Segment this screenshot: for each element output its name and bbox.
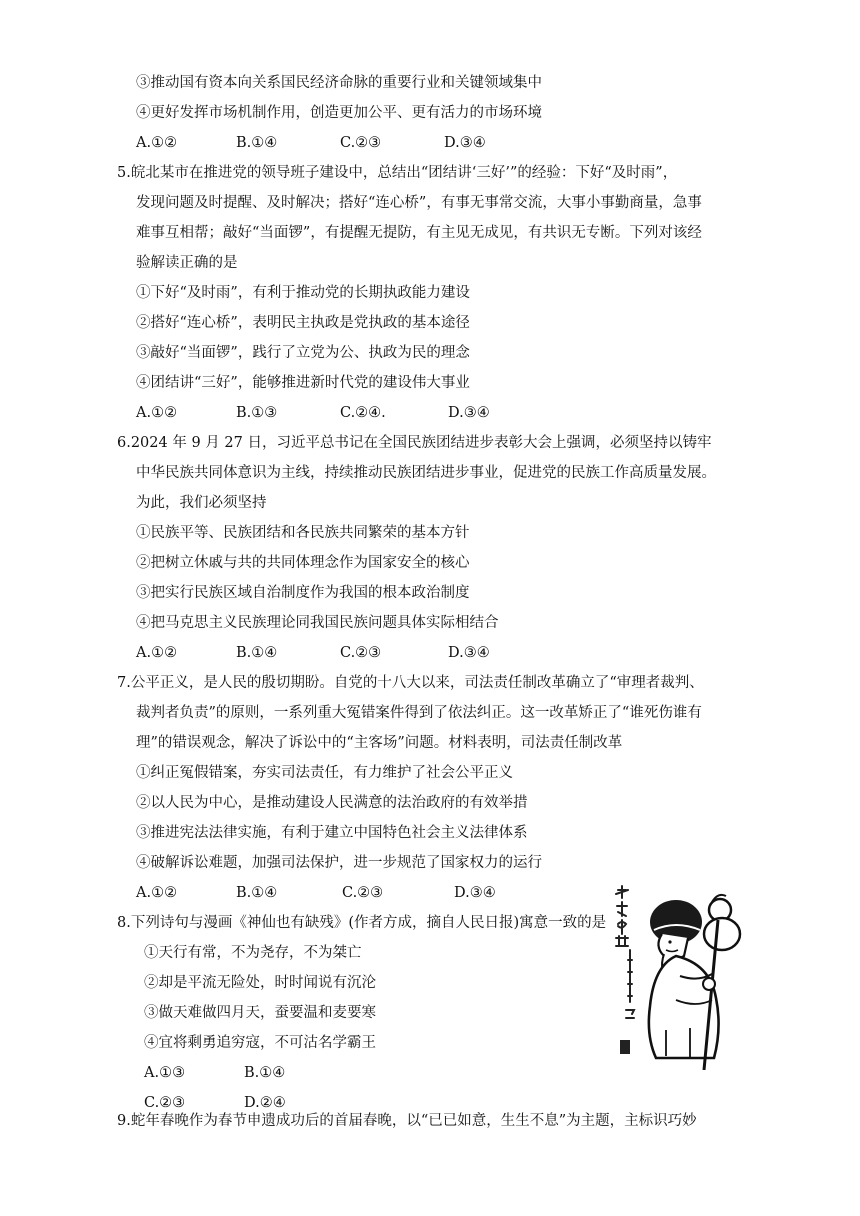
q8-option-c: C.②③ xyxy=(144,1095,186,1111)
q6-option-d: D.③④ xyxy=(448,645,490,661)
q8-item: ③做天难做四月天，蚕要温和麦要寒 xyxy=(144,1005,376,1021)
q7-option-a: A.①② xyxy=(136,885,178,901)
q8-option-b: B.①④ xyxy=(244,1065,286,1081)
q5-stem-line: 验解读正确的是 xyxy=(136,255,238,271)
q8-item: ①天行有常，不为尧存，不为桀亡 xyxy=(144,945,362,961)
q7-item: ④破解诉讼难题，加强司法保护，进一步规范了国家权力的运行 xyxy=(136,855,542,871)
q5-option-b: B.①③ xyxy=(236,405,278,421)
cartoon-seal xyxy=(620,1040,630,1054)
q7-stem-line: 理”的错误观念，解决了诉讼中的“主客场”问题。材料表明，司法责任制改革 xyxy=(136,735,623,751)
q4-options xyxy=(136,133,486,153)
q7-option-c: C.②③ xyxy=(342,885,384,901)
q6-item: ③把实行民族区域自治制度作为我国的根本政治制度 xyxy=(136,585,470,601)
q7-item: ①纠正冤假错案，夯实司法责任，有力维护了社会公平正义 xyxy=(136,765,513,781)
q8-option-a: A.①③ xyxy=(144,1065,186,1081)
q5-option-d: D.③④ xyxy=(448,405,490,421)
q5-options xyxy=(136,403,490,423)
q4-option-b: B.①④ xyxy=(236,135,278,151)
q5-item: ①下好“及时雨”，有利于推动党的长期执政能力建设 xyxy=(136,285,470,301)
q8-stem: 8.下列诗句与漫画《神仙也有缺残》(作者方成，摘自人民日报)寓意一致的是 xyxy=(117,915,607,931)
q6-stem-line: 中华民族共同体意识为主线，持续推动民族团结进步事业，促进党的民族工作高质量发展。 xyxy=(136,465,716,481)
q7-stem-line: 7.公平正义，是人民的殷切期盼。自党的十八大以来，司法责任制改革确立了“审理者裁判、 xyxy=(117,675,704,691)
q8-options-row2 xyxy=(144,1093,286,1113)
q6-stem-line: 6.2024 年 9 月 27 日，习近平总书记在全国民族团结进步表彰大会上强调，必须坚持以铸牢 xyxy=(117,435,712,451)
q6-item: ②把树立休戚与共的共同体理念作为国家安全的核心 xyxy=(136,555,470,571)
q6-item: ④把马克思主义民族理论同我国民族问题具体实际相结合 xyxy=(136,615,499,631)
q4-option-d: D.③④ xyxy=(444,135,486,151)
q8-option-d: D.②④ xyxy=(244,1095,286,1111)
q4-option-a: A.①② xyxy=(136,135,178,151)
q5-item: ③敲好“当面锣”，践行了立党为公、执政为民的理念 xyxy=(136,345,470,361)
q5-item: ②搭好“连心桥”，表明民主执政是党执政的基本途径 xyxy=(136,315,470,331)
q5-item: ④团结讲“三好”，能够推进新时代党的建设伟大事业 xyxy=(136,375,470,391)
q8-item: ④宜将剩勇追穷寇，不可沽名学霸王 xyxy=(144,1035,376,1051)
q5-option-c: C.②④. xyxy=(340,405,386,421)
cartoon-caption-strokes xyxy=(616,886,634,1018)
q4-option-c: C.②③ xyxy=(340,135,382,151)
q6-option-c: C.②③ xyxy=(340,645,382,661)
q7-option-d: D.③④ xyxy=(454,885,496,901)
q8-options-row1 xyxy=(144,1063,285,1083)
q7-stem-line: 裁判者负责”的原则，一系列重大冤错案件得到了依法纠正。这一改革矫正了“谁死伤谁有 xyxy=(136,705,702,721)
cartoon-illustration xyxy=(606,880,756,1070)
q6-item: ①民族平等、民族团结和各民族共同繁荣的基本方针 xyxy=(136,525,470,541)
q9-stem: 9.蛇年春晚作为春节申遗成功后的首届春晚，以“已已如意，生生不息”为主题，主标识巧妙 xyxy=(117,1113,697,1129)
q8-item: ②却是平流无险处，时时闻说有沉沦 xyxy=(144,975,376,991)
q7-option-b: B.①④ xyxy=(236,885,278,901)
cartoon-robe xyxy=(649,956,719,1058)
q7-item: ②以人民为中心，是推动建设人民满意的法治政府的有效举措 xyxy=(136,795,528,811)
q4-item-4: ④更好发挥市场机制作用，创造更加公平、更有活力的市场环境 xyxy=(136,105,542,121)
q5-option-a: A.①② xyxy=(136,405,178,421)
cartoon-gourd xyxy=(704,895,740,950)
q7-options xyxy=(136,883,496,903)
q6-option-a: A.①② xyxy=(136,645,178,661)
q6-option-b: B.①④ xyxy=(236,645,278,661)
q5-stem-line: 发现问题及时提醒、及时解决；搭好“连心桥”，有事无事常交流，大事小事勤商量，急事 xyxy=(136,195,702,211)
q6-options xyxy=(136,643,490,663)
q7-item: ③推进宪法法律实施，有利于建立中国特色社会主义法律体系 xyxy=(136,825,528,841)
q5-stem-line: 5.皖北某市在推进党的领导班子建设中，总结出“团结讲‘三好’”的经验：下好“及时雨”， xyxy=(117,165,678,181)
q5-stem-line: 难事互相帮；敲好“当面锣”，有提醒无提防，有主见无成见，有共识无专断。下列对该经 xyxy=(136,225,702,241)
q4-item-3: ③推动国有资本向关系国民经济命脉的重要行业和关键领域集中 xyxy=(136,75,542,91)
q6-stem-line: 为此，我们必须坚持 xyxy=(136,495,267,511)
